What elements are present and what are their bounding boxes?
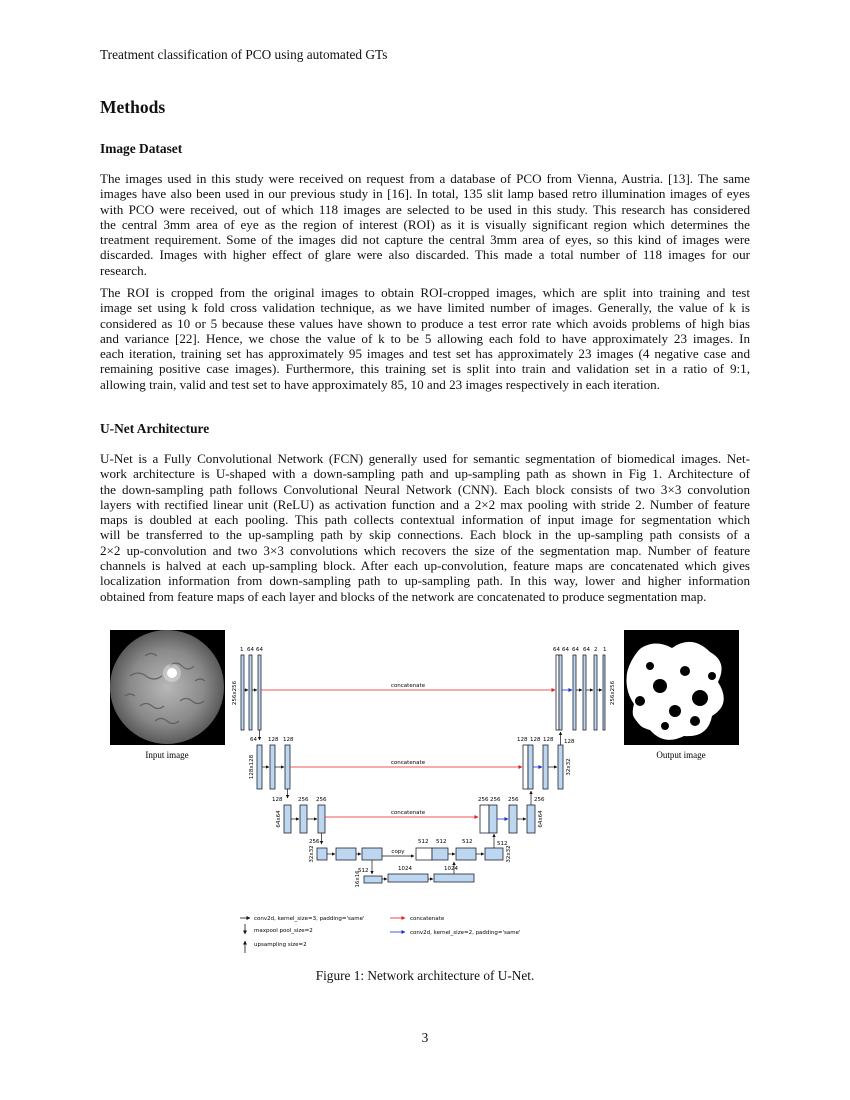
channel-label: 512 [358,868,369,874]
running-header: Treatment classification of PCO using automated GTs [100,47,388,62]
channel-label: 128 [268,737,279,743]
feature-block [594,655,597,730]
feature-block [257,745,262,789]
legend-upconv-label: conv2d, kernel_size=2, padding='same' [410,930,521,936]
channel-label: 128 [517,737,528,743]
feature-block [523,745,528,789]
paragraph-dataset-2 [100,285,750,392]
channel-label: 2 [594,647,598,653]
text-line: The ROI is cropped from the original images to obtain ROI-cropped images, which are split into training and test [100,285,750,300]
feature-block [388,874,428,882]
channel-label: 1024 [444,866,458,872]
feature-block [284,805,291,833]
channel-label: 64 [562,647,569,653]
output-image [624,630,739,745]
feature-block [416,848,432,860]
text-line: localization information from down-sampling path to up-sampling path. In this way, lower and higher information [100,573,750,589]
text-line: with PCO were received, out of which 118 images are selected to be used in this study. This research has considered [100,201,750,217]
channel-label: 64 [553,647,560,653]
channel-label: 128 [543,737,554,743]
text-line: U-Net is a Fully Convolutional Network (FCN) generally used for semantic segmentation of biomedical images. Net- [100,451,750,466]
feature-block [559,655,562,730]
concat-label: concatenate [390,810,426,816]
feature-block [573,655,576,730]
subsection-title-image-dataset: Image Dataset [100,141,183,156]
feature-block [241,655,244,730]
feature-block [249,655,252,730]
feature-block [318,805,325,833]
size-label: 64x64 [276,810,282,828]
feature-block [485,848,503,860]
text-line: obtained from feature maps of each layer and blocks of the network are concatenated to produce segmentation map. [100,588,707,604]
text-line: research. [100,262,147,278]
text-line: images have also been used in our previous study in [16]. In total, 135 slit lamp based retro illumination images of eyes [100,186,750,202]
size-label: 256x256 [610,680,616,706]
channel-label: 128 [272,797,283,803]
figure-legend [240,916,521,953]
channel-label: 256 [316,797,327,803]
text-line: treatment requirement. Some of the images did not capture the central 3mm area of eyes, so this kind of images were [100,232,750,248]
size-label: 256x256 [232,680,238,706]
text-line: discarded. Images with higher effect of glare were also discarded. This made a total number of 118 images for our [100,247,750,263]
channel-label: 256 [508,797,519,803]
paragraph-dataset-1 [100,171,750,278]
channel-label: 128 [530,737,541,743]
channel-label: 256 [298,797,309,803]
input-image-label: Input image [145,750,189,760]
size-label: 16x16 [355,870,361,888]
text-line: remaining positive case images). Furthermore, this training set is split into train and validation set in a ratio of 9:1, [100,361,750,377]
feature-block [528,745,533,789]
channel-label: 1024 [398,866,412,872]
feature-block [558,745,563,789]
size-label: 32x32 [309,845,315,863]
legend-upsampling-label: upsampling size=2 [254,942,307,948]
text-line: allowing train, valid and test set to have approximately 85, 10 and 23 images respectively in each iteration. [100,376,660,392]
text-line: layers with rectified linear unit (ReLU) as activation function and a 2×2 max pooling with stride 2. Number of feature [100,496,750,512]
feature-block [364,876,382,883]
text-line: will be transferred to the up-sampling path by skip connections. Each block in the up-sampling path consists of a [100,527,750,543]
text-line: The images used in this study were received on request from a database of PCO from Vienna, Austria. [13]. The same [100,171,750,186]
text-line: channels is halved at each up-sampling block. After each up-convolution, feature maps are concatenated which gives [100,558,750,574]
feature-block [509,805,517,833]
channel-label: 256 [490,797,501,803]
text-line: each iteration, training set has approximately 95 images and test set has approximately 23 images (4 negative case and [100,346,750,362]
channel-label: 256 [309,839,320,845]
feature-block [336,848,356,860]
unet-architecture-figure [100,626,750,961]
section-title-methods: Methods [100,97,166,117]
concat-label: concatenate [390,760,426,766]
text-line: work architecture is U-shaped with a down-sampling path and up-sampling path as shown in Fig 1. Architecture of [100,466,750,482]
feature-block [603,655,605,730]
feature-block [317,848,327,860]
feature-block [285,745,290,789]
legend-maxpool-label: maxpool pool_size=2 [254,928,313,934]
channel-label: 1 [603,647,607,653]
channel-label: 64 [256,647,263,653]
feature-block [480,805,489,833]
channel-label: 512 [497,841,508,847]
legend-concat-label: concatenate [410,916,445,922]
feature-block [527,805,535,833]
page-number: 3 [421,1030,429,1045]
text-line: the central 3mm area of eye as the region of interest (ROI) as it is visually significant region which determines the [100,216,750,232]
size-label: 32x32 [506,845,512,863]
channel-label: 1 [240,647,244,653]
input-image [110,630,225,745]
feature-block [556,655,559,730]
size-label: 128x128 [249,754,255,780]
channel-label: 128 [564,739,575,745]
channel-label: 256 [478,797,489,803]
figure-caption: Figure 1: Network architecture of U-Net. [315,968,535,983]
size-label: 64x64 [538,810,544,828]
text-line: and variance [22]. Hence, we chose the value of k to be 5 allowing each fold to have approximately 23 images. In [100,330,750,346]
feature-block [300,805,307,833]
feature-block [456,848,476,860]
channel-label: 128 [283,737,294,743]
size-label: 32x32 [566,758,572,776]
text-line: considered as 10 or 5 because these values have shown to produce a test error rate which avoids problems of high bias [100,315,750,331]
feature-block [432,848,448,860]
text-line: image set using k fold cross validation technique, as we have limited number of images. Generally, the value of k is [100,300,750,316]
channel-label: 512 [436,839,447,845]
feature-block [270,745,275,789]
legend-conv-label: conv2d, kernel_size=3, padding='same' [254,916,365,922]
channel-label: 64 [247,647,254,653]
channel-label: 64 [583,647,590,653]
channel-label: 64 [250,737,257,743]
text-line: the down-sampling path follows Convolutional Neural Network (CNN). Each block consists of two 3×3 convolution [100,481,750,497]
copy-label: copy [391,849,405,855]
text-line: 2×2 up-convolution and two 3×3 convolutions which recovers the size of the segmentation map. Number of feature [100,542,750,558]
feature-block [434,874,474,882]
feature-block [258,655,261,730]
channel-label: 512 [462,839,473,845]
output-image-label: Output image [656,750,706,760]
channel-label: 512 [418,839,429,845]
text-line: maps is doubled at each pooling. This path collects contextual information of input image for segmentation which [100,512,750,528]
channel-label: 256 [534,797,545,803]
concat-label: concatenate [390,683,426,689]
paragraph-unet [100,451,750,604]
subsection-title-unet-architecture: U-Net Architecture [100,421,210,436]
feature-block [362,848,382,860]
feature-block [489,805,497,833]
feature-block [583,655,586,730]
feature-block [543,745,548,789]
channel-label: 64 [572,647,579,653]
